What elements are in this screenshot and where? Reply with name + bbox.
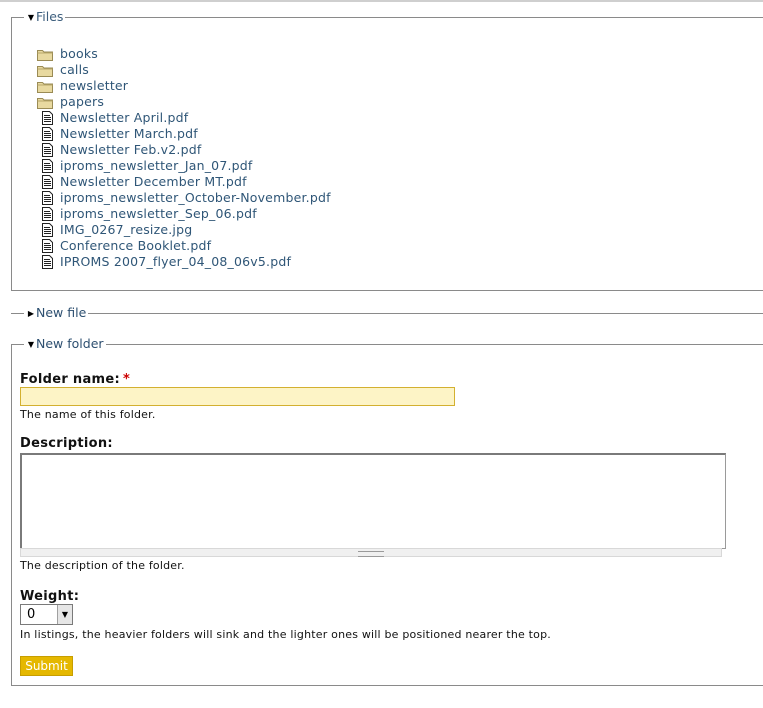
file-item bbox=[37, 206, 331, 222]
document-icon bbox=[37, 238, 57, 254]
file-item bbox=[37, 222, 331, 238]
file-link[interactable]: Newsletter March.pdf bbox=[60, 126, 198, 141]
document-icon bbox=[37, 254, 57, 270]
file-link[interactable]: iproms_newsletter_October-November.pdf bbox=[60, 190, 331, 205]
file-item bbox=[37, 110, 331, 126]
folder-link[interactable]: calls bbox=[60, 62, 89, 77]
triangle-down-icon: ▼ bbox=[27, 13, 35, 22]
file-item bbox=[37, 238, 331, 254]
new-folder-link[interactable]: New folder bbox=[36, 336, 104, 351]
folder-item bbox=[37, 46, 331, 62]
folder-item bbox=[37, 78, 331, 94]
file-link[interactable]: IPROMS 2007_flyer_04_08_06v5.pdf bbox=[60, 254, 292, 269]
top-divider bbox=[0, 0, 763, 2]
document-icon bbox=[37, 126, 57, 142]
document-icon bbox=[37, 190, 57, 206]
folder-icon bbox=[37, 78, 57, 94]
new-file-link[interactable]: New file bbox=[36, 305, 87, 320]
document-icon bbox=[37, 206, 57, 222]
folder-link[interactable]: papers bbox=[60, 94, 105, 109]
file-link[interactable]: IMG_0267_resize.jpg bbox=[60, 222, 193, 237]
folder-icon bbox=[37, 62, 57, 78]
file-item bbox=[37, 158, 331, 174]
folder-name-label bbox=[20, 372, 130, 387]
file-list bbox=[37, 46, 331, 270]
new-file-legend[interactable] bbox=[24, 306, 88, 321]
file-link[interactable]: Newsletter Feb.v2.pdf bbox=[60, 142, 202, 157]
weight-selected-value: 0 bbox=[27, 607, 36, 622]
file-item bbox=[37, 254, 331, 270]
file-link[interactable]: Newsletter December MT.pdf bbox=[60, 174, 247, 189]
folder-link[interactable]: newsletter bbox=[60, 78, 129, 93]
description-label: Description: bbox=[20, 436, 113, 451]
files-legend-label: Files bbox=[36, 9, 64, 24]
folder-icon bbox=[37, 46, 57, 62]
textarea-resize-grip[interactable] bbox=[20, 548, 722, 557]
folder-item bbox=[37, 62, 331, 78]
new-folder-legend[interactable] bbox=[24, 337, 106, 352]
file-item bbox=[37, 142, 331, 158]
file-link[interactable]: Conference Booklet.pdf bbox=[60, 238, 212, 253]
chevron-down-icon[interactable]: ▼ bbox=[57, 605, 72, 624]
triangle-down-icon: ▼ bbox=[27, 340, 35, 349]
folder-name-label-text: Folder name: bbox=[20, 372, 120, 387]
weight-select[interactable] bbox=[20, 604, 73, 625]
folder-name-input[interactable] bbox=[20, 387, 455, 406]
file-item bbox=[37, 174, 331, 190]
document-icon bbox=[37, 158, 57, 174]
description-help: The description of the folder. bbox=[20, 559, 185, 572]
file-item bbox=[37, 190, 331, 206]
folder-item bbox=[37, 94, 331, 110]
file-link[interactable]: iproms_newsletter_Jan_07.pdf bbox=[60, 158, 253, 173]
document-icon bbox=[37, 174, 57, 190]
file-link[interactable]: Newsletter April.pdf bbox=[60, 110, 189, 125]
files-legend[interactable] bbox=[24, 10, 65, 25]
document-icon bbox=[37, 110, 57, 126]
folder-icon bbox=[37, 94, 57, 110]
description-textarea[interactable] bbox=[20, 453, 726, 549]
weight-label: Weight: bbox=[20, 589, 80, 604]
document-icon bbox=[37, 142, 57, 158]
new-file-rule-left bbox=[11, 313, 19, 314]
submit-button[interactable]: Submit bbox=[20, 656, 73, 676]
file-item bbox=[37, 126, 331, 142]
new-file-fieldset bbox=[11, 313, 763, 315]
file-link[interactable]: iproms_newsletter_Sep_06.pdf bbox=[60, 206, 257, 221]
folder-link[interactable]: books bbox=[60, 46, 98, 61]
weight-help: In listings, the heavier folders will sink and the lighter ones will be positioned nearer the top. bbox=[20, 628, 551, 641]
required-mark: * bbox=[123, 372, 131, 387]
triangle-right-icon: ▶ bbox=[27, 309, 35, 318]
folder-name-help: The name of this folder. bbox=[20, 408, 156, 421]
document-icon bbox=[37, 222, 57, 238]
